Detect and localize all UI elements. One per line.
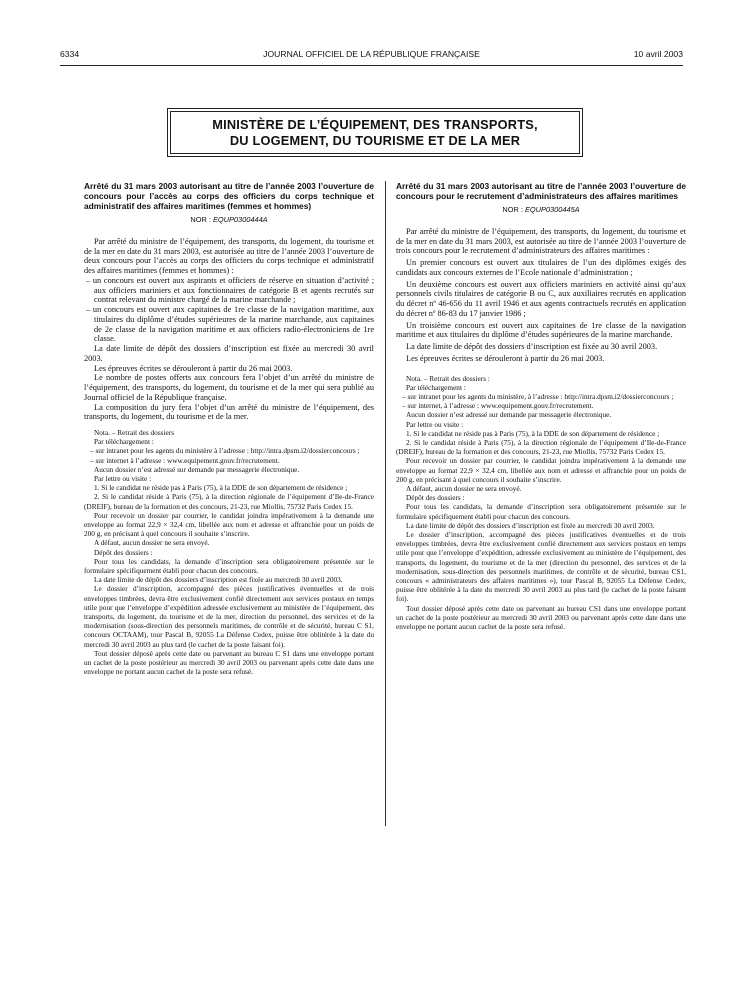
- paragraph: 2. Si le candidat réside à Paris (75), à la direction régionale de l’équipement d’Ile-de-France (DREIF), bureau de la formation et des concours, 21-23, rue Miollis, 75732 Paris Cedex 15.: [84, 492, 374, 511]
- list-item: – sur intranet pour les agents du ministère à l’adresse : http://intra.dpsm.i2/dossierconcours ;: [90, 446, 360, 456]
- header-rule: [60, 65, 683, 66]
- paragraph: Le dossier d’inscription, accompagné des pièces justificatives éventuelles et de trois enveloppes timbrées, devra être exclusivement confié directement aux services postaux en temps utile pour que l’enveloppe d’expédition, adressée exclusivement au ministère de l’équipement, des transports, du logement, du tourisme et de la mer (direction du personnel, des services et de la modernisation, sous-direction des personnels maritimes, de contrôle et de sécurité, bureau CS1, concours « administrateurs des affaires maritimes »), tour Pascal B, 92055 La Défense Cedex, puisse être oblitérée à la date du mercredi 30 avril 2003 au plus tard (le cachet de la poste faisant foi).: [396, 529, 686, 604]
- paragraph: Par lettre ou visite :: [406, 419, 464, 429]
- page-number: 6334: [60, 49, 80, 59]
- list-item: – sur internet à l’adresse : www.equipement.gouv.fr/recrutement.: [90, 455, 280, 465]
- paragraph: Par arrêté du ministre de l’équipement, des transports, du logement, du tourisme et de la mer en date du 31 mars 2003, est autorisée au titre de l’année 2003 l’ouverture de deux concours pour l’accès au corps des officiers du corps technique et administratif des affaires maritimes (femmes et hommes) :: [84, 236, 374, 275]
- right-column: [396, 181, 686, 631]
- paragraph: 1. Si le candidat ne réside pas à Paris (75), à la DDE de son département de résidence ;: [94, 483, 348, 493]
- paragraph: Dépôt des dossiers :: [94, 547, 153, 557]
- paragraph: Tout dossier déposé après cette date ou parvenant au bureau C S1 dans une enveloppe portant un cachet de la poste postérieur au mercredi 30 avril 2003 ou parvenant après cette date dans une enveloppe ne portant aucun cachet de la poste sera refusé.: [84, 648, 374, 677]
- list-item: – un concours est ouvert aux aspirants et officiers de réserve en situation d’activité ; aux officiers mariniers et aux fonctionnaires de catégorie B et agents recrutés sur contrat relevant du ministre chargé de la marine marchande ;: [86, 275, 374, 305]
- paragraph: Pour recevoir un dossier par courrier, le candidat joindra impérativement à la demande une enveloppe au format 22,9 × 32,4 cm, libellée aux nom et adresse et affranchie pour un poids de 200 g, en précisant à quel concours il souhaite s’inscrire.: [84, 510, 374, 539]
- left-column: [84, 181, 374, 676]
- ministry-title-line2: DU LOGEMENT, DU TOURISME ET DE LA MER: [229, 132, 521, 148]
- paragraph: Par lettre ou visite :: [94, 474, 152, 484]
- issue-date: 10 avril 2003: [633, 49, 683, 59]
- paragraph: Un premier concours est ouvert aux titulaires de l’un des diplômes exigés des candidats aux concours externes de l’Ecole nationale d’administration ;: [396, 258, 686, 277]
- paragraph: A défaut, aucun dossier ne sera envoyé.: [94, 538, 210, 548]
- paragraph: A défaut, aucun dossier ne sera envoyé.: [406, 483, 522, 493]
- paragraph: Par téléchargement :: [94, 437, 154, 447]
- nota-section: [84, 428, 374, 676]
- nota-heading: Nota. – Retrait des dossiers: [94, 428, 175, 437]
- paragraph: Un troisième concours est ouvert aux capitaines de 1re classe de la navigation maritime et aux titulaires du diplôme d’études supérieures de la marine marchande.: [396, 320, 686, 340]
- paragraph: Dépôt des dossiers :: [406, 493, 465, 503]
- paragraph: La date limite de dépôt des dossiers d’inscription est fixée au mercredi 30 avril 2003.: [84, 344, 374, 363]
- paragraph: Pour recevoir un dossier par courrier, le candidat joindra impérativement à la demande une enveloppe au format 22,9 × 32,4 cm, libellée aux nom et adresse et affranchie pour un poids de 200 g, en précisant à quel concours il souhaite s’inscrire.: [396, 456, 686, 484]
- nor-label: NOR :: [190, 215, 213, 224]
- paragraph: Les épreuves écrites se dérouleront à partir du 26 mai 2003.: [94, 363, 293, 373]
- paragraph: La date limite de dépôt des dossiers d’inscription est fixée au 30 avril 2003.: [406, 342, 658, 351]
- paragraph: Par téléchargement :: [406, 382, 466, 392]
- paragraph: 2. Si le candidat réside à Paris (75), à la direction régionale de l’équipement d’Ile-de-France (DREIF), bureau de la formation et des concours, 21-23, rue Miollis, 75732 Paris Cedex 15.: [396, 437, 686, 457]
- paragraph: La date limite de dépôt des dossiers d’inscription est fixée au mercredi 30 avril 2003.: [94, 575, 343, 585]
- journal-title: JOURNAL OFFICIEL DE LA RÉPUBLIQUE FRANÇAISE: [263, 49, 480, 59]
- paragraph: La date limite de dépôt des dossiers d’inscription est fixée au mercredi 30 avril 2003.: [406, 520, 655, 530]
- nota-heading: Nota. – Retrait des dossiers :: [406, 373, 490, 383]
- paragraph: Aucun dossier n’est adressé sur demande par messagerie électronique.: [94, 464, 300, 474]
- paragraph: La composition du jury fera l’objet d’un arrêté du ministre de l’équipement, des transports, du logement, du tourisme et de la mer.: [84, 402, 374, 422]
- nor-code: EQUP0300444A: [212, 215, 268, 224]
- paragraph: Le nombre de postes offerts aux concours fera l’objet d’un arrêté du ministre de l’équipement, des transports, du logement, du tourisme et de la mer qui sera publié au Journal officiel de la République française.: [84, 373, 374, 402]
- nor-reference: [396, 205, 686, 215]
- nor-code: EQUP0300445A: [524, 205, 580, 214]
- nota-section: [396, 374, 686, 632]
- paragraph: Tout dossier déposé après cette date ou parvenant au bureau CS1 dans une enveloppe portant un cachet de la poste postérieur au mercredi 30 avril 2003 ou parvenant après cette date dans une enveloppe ne portant aucun cachet de la poste sera refusé.: [396, 603, 686, 631]
- list-item: – sur intranet pour les agents du ministère, à l’adresse : http://intra.dpsm.i2/dossierconcours ;: [402, 391, 674, 401]
- nor-label: NOR :: [502, 205, 525, 214]
- ministry-title-line1: MINISTÈRE DE L’ÉQUIPEMENT, DES TRANSPORTS,: [212, 117, 538, 132]
- page-header: [60, 49, 683, 63]
- paragraph: Le dossier d’inscription, accompagné des pièces justificatives éventuelles et de trois enveloppes timbrées, devra être exclusivement confié directement aux services postaux en temps utile pour que l’enveloppe d’expédition adressée exclusivement au ministère de l’équipement, des transports, du logement, du tourisme et de la mer, direction du personnel, des services et de la modernisation (sous-direction des personnels maritimes, de contrôle et de sécurité, bureau C S1, concours OCTAAM), tour Pascal B, 92055 La Défense Cedex, puisse être oblitérée à la date du mercredi 30 avril 2003 au plus tard (le cachet de la poste faisant foi).: [84, 584, 374, 649]
- decree-title: Arrêté du 31 mars 2003 autorisant au titre de l’année 2003 l’ouverture de concours pour l’accès au corps des officiers du corps technique et administratif des affaires maritimes (femmes et hommes): [84, 181, 374, 211]
- column-separator: [385, 181, 386, 826]
- list-item: – sur internet, à l’adresse : www.equipement.gouv.fr/recrutement.: [402, 401, 594, 411]
- paragraph: Par arrêté du ministre de l’équipement, des transports, du logement, du tourisme et de la mer en date du 31 mars 2003, est autorisée au titre de l’année 2003 l’ouverture de trois concours pour le recrutement d’administrateurs des affaires maritimes :: [396, 226, 686, 256]
- paragraph: Aucun dossier n’est adressé sur demande par messagerie électronique.: [406, 410, 612, 420]
- paragraph: Un deuxième concours est ouvert aux officiers mariniers en activité ainsi qu’aux personnels civils titulaires de catégorie B ou C, aux auxiliaires recrutés en application du décret nº 46-656 du 11 avril 1946 et aux agents contractuels recrutés en application du décret nº 86-83 du 17 janvier 1986 ;: [396, 279, 686, 318]
- paragraph: Les épreuves écrites se dérouleront à partir du 26 mai 2003.: [406, 353, 605, 363]
- paragraph: Pour tous les candidats, la demande d’inscription sera obligatoirement présentée sur le formulaire spécifiquement établi pour chacun des concours.: [84, 556, 374, 576]
- paragraph: Pour tous les candidats, la demande d’inscription sera obligatoirement présentée sur le formulaire spécifiquement établi pour chacun des concours.: [396, 502, 686, 521]
- decree-title: Arrêté du 31 mars 2003 autorisant au titre de l’année 2003 l’ouverture de concours pour le recrutement d’administrateurs des affaires maritimes: [396, 181, 686, 201]
- list-item: – un concours est ouvert aux capitaines de 1re classe de la navigation maritime, aux titulaires du diplôme d’études supérieures de la marine marchande, aux capitaines de 2e classe de la navigation maritime et aux officiers radio-électroniciens de 1re classe.: [86, 305, 374, 344]
- paragraph: 1. Si le candidat ne réside pas à Paris (75), à la DDE de son département de résidence ;: [406, 428, 660, 438]
- nor-reference: [84, 215, 374, 225]
- ministry-title-box: [170, 111, 580, 154]
